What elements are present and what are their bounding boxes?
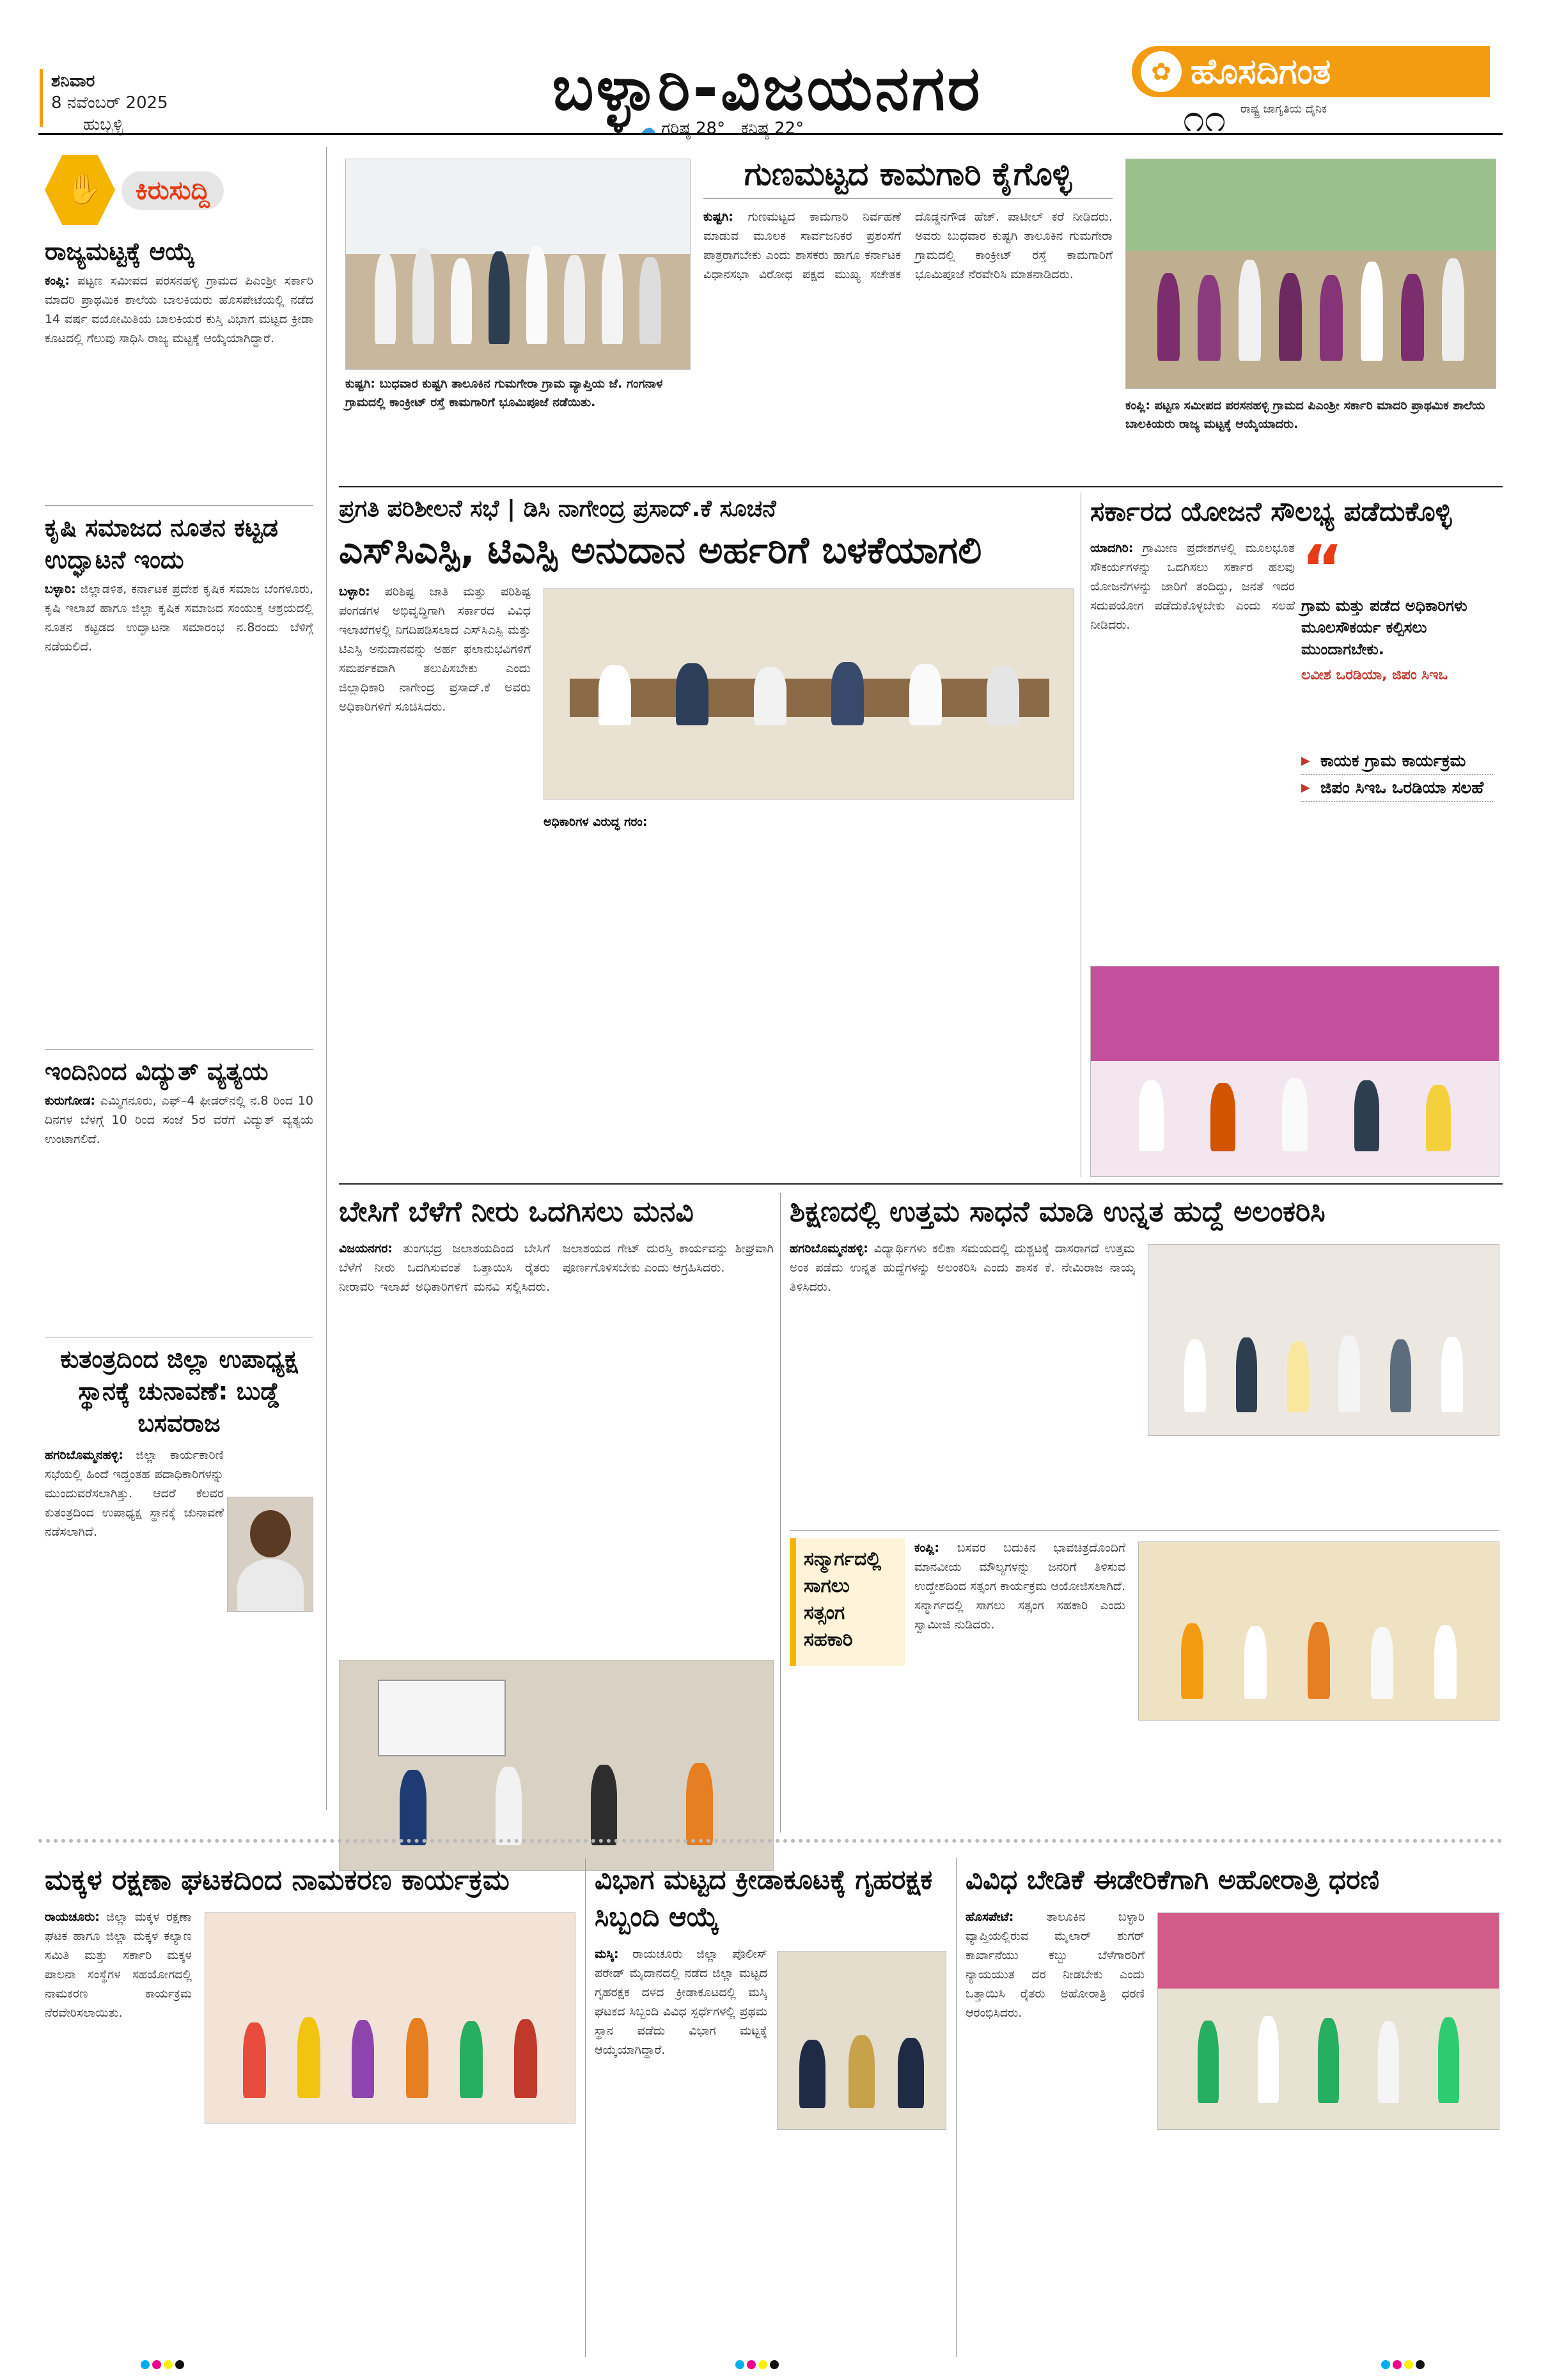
story-water xyxy=(339,1193,774,1648)
brief-headline: ಇಂದಿನಿಂದ ವಿದ್ಯುತ್ ವ್ಯತ್ಯಯ xyxy=(45,1057,269,1085)
kiru-suddi-label: ಕಿರುಸುದ್ದಿ xyxy=(121,171,224,210)
date-bar xyxy=(40,69,43,127)
masthead-date-text: 8 ನವೆಂಬರ್ 2025 xyxy=(51,93,168,113)
masthead xyxy=(0,0,1541,141)
story-satsang-body: ಕಂಪ್ಲಿ: ಬಸವರ ಬದುಕಿನ ಭಾವಚಿತ್ರದೊಂದಿಗೆ ಮಾನವೀಯ ಮೌಲ್ಯಗಳನ್ನು ಜನರಿಗೆ ತಿಳಿಸುವ ಉದ್ದೇಶದಿಂದ ಸತ್ಸಂಗ ಕಾರ್ಯಕ್ರಮ ಆಯೋಜಿಸಲಾಗಿದೆ. ಸನ್ಮಾರ್ಗದಲ್ಲಿ ಸಾಗಲು ಸತ್ಸಂಗ ಸಹಕಾರಿ ಎಂದು ಸ್ವಾಮೀಜಿ ನುಡಿದರು. xyxy=(914,1541,1125,1632)
story-education xyxy=(790,1193,1499,1294)
story-naming xyxy=(45,1861,575,2020)
photo-meeting xyxy=(544,588,1074,800)
photo-protest xyxy=(1157,1912,1499,2130)
masthead-date xyxy=(51,70,168,136)
story-body: ಕುಷ್ಟಗಿ: ಗುಣಮಟ್ಟದ ಕಾಮಗಾರಿ ನಿರ್ವಹಣೆ ಮಾಡುವ ಮೂಲಕ ಸಾರ್ವಜನಿಕರ ಪ್ರಶಂಸೆಗೆ ಪಾತ್ರರಾಗಬೇಕು ಎಂದು ಶಾಸಕರು ಹಾಗೂ ಕರ್ನಾಟಕ ವಿಧಾನಸಭಾ ವಿರೋಧ ಪಕ್ಷದ ಮುಖ್ಯ ಸಚೇತಕ ದೊಡ್ಡನಗೌಡ ಹೆಚ್. ಪಾಟೀಲ್ ಕರೆ ನೀಡಿದರು. ಅವರು ಬುಧವಾರ ಕುಷ್ಟಗಿ ತಾಲೂಕಿನ ಗುಮಗೇರಾ ಗ್ರಾಮದಲ್ಲಿ ಕಾಂಕ್ರೀಟ್ ರಸ್ತೆ ಕಾಮಗಾರಿಗೆ ಭೂಮಿಪೂಜೆ ನೆರವೇರಿಸಿ ಮಾತನಾಡಿದರು. xyxy=(703,210,1113,281)
photo-girls-team xyxy=(1125,159,1496,389)
registration-marks xyxy=(735,2360,786,2369)
cloud-icon: ☁ xyxy=(639,119,656,138)
story-headline: ಶಿಕ್ಷಣದಲ್ಲಿ ಉತ್ತಮ ಸಾಧನೆ ಮಾಡಿ ಉನ್ನತ ಹುದ್ದೆ ಅಲಂಕರಿಸಿ xyxy=(790,1195,1326,1228)
quote-text: ಗ್ರಾಮ ಮತ್ತು ಪಡೆದ ಅಧಿಕಾರಿಗಳು ಮೂಲಸೌಕರ್ಯ ಕಲ್ಪಿಸಲು ಮುಂದಾಗಬೇಕು. xyxy=(1301,597,1467,658)
story-headline: ಬೇಸಿಗೆ ಬೆಳೆಗೆ ನೀರು ಒದಗಿಸಲು ಮನವಿ xyxy=(339,1195,694,1228)
paper-name: ಹೊಸದಿಗಂತ xyxy=(1191,51,1331,91)
caption-bhoomipuje: ಕುಷ್ಟಗಿ: ಬುಧವಾರ ಕುಷ್ಟಗಿ ತಾಲೂಕಿನ ಗುಮಗೇರಾ ಗ್ರಾಮ ವ್ಯಾಪ್ತಿಯ ಜೆ. ಗಂಗನಾಳ ಗ್ರಾಮದಲ್ಲಿ ಕಾಂಕ್ರೀಟ್ ರಸ್ತೆ ಕಾಮಗಾರಿಗೆ ಭೂಮಿಪೂಜೆ ನಡೆಯಿತು. xyxy=(345,377,663,409)
story-subhead: ಅಧಿಕಾರಿಗಳ ವಿರುದ್ಧ ಗರಂ: xyxy=(544,815,648,829)
story-body: ವಿಜಯನಗರ: ತುಂಗಭದ್ರ ಜಲಾಶಯದಿಂದ ಬೇಸಿಗೆ ಬೆಳೆಗೆ ನೀರು ಒದಗಿಸುವಂತೆ ಒತ್ತಾಯಿಸಿ ರೈತರು ನೀರಾವರಿ ಇಲಾಖೆ ಅಧಿಕಾರಿಗಳಿಗೆ ಮನವಿ ಸಲ್ಲಿಸಿದರು. ಜಲಾಶಯದ ಗೇಟ್ ದುರಸ್ತಿ ಕಾರ್ಯವನ್ನು ಶೀಘ್ರವಾಗಿ ಪೂರ್ಣಗೊಳಿಸಬೇಕು ಎಂದು ಆಗ್ರಹಿಸಿದರು. xyxy=(339,1241,774,1294)
paper-tagline: ರಾಷ್ಟ್ರ ಜಾಗೃತಿಯ ದೈನಿಕ xyxy=(1240,102,1327,116)
photo-education xyxy=(1148,1244,1499,1436)
story-headline: ಎಸ್‌ಸಿಎಸ್ಪಿ, ಟಿಎಸ್ಪಿ ಅನುದಾನ ಅರ್ಹರಿಗೆ ಬಳಕೆಯಾಗಲಿ xyxy=(339,528,982,572)
portrait-photo xyxy=(227,1497,313,1612)
brief-body: ಬಳ್ಳಾರಿ: ಜಿಲ್ಲಾಡಳಿತ, ಕರ್ನಾಟಕ ಪ್ರದೇಶ ಕೃಷಿಕ ಸಮಾಜ ಬೆಂಗಳೂರು, ಕೃಷಿ ಇಲಾಖೆ ಹಾಗೂ ಜಿಲ್ಲಾ ಕೃಷಿಕ ಸಮಾಜದ ಸಂಯುಕ್ತ ಆಶ್ರಯದಲ್ಲಿ ನೂತನ ಕಟ್ಟಡದ ಉದ್ಘಾಟನಾ ಸಮಾರಂಭ ನ.8ರಂದು ಬೆಳಿಗ್ಗೆ ನಡೆಯಲಿದೆ. xyxy=(45,582,314,654)
masthead-city: ಹುಬ್ಬಳ್ಳಿ xyxy=(83,115,123,134)
brief-headline: ಕೃಷಿ ಸಮಾಜದ ನೂತನ ಕಟ್ಟಡ ಉದ್ಘಾಟನೆ ಇಂದು xyxy=(45,514,278,574)
story-protest xyxy=(966,1861,1499,2020)
story-body: ಹೊಸಪೇಟೆ: ತಾಲೂಕಿನ ಬಳ್ಳಾರಿ ವ್ಯಾಪ್ತಿಯಲ್ಲಿರುವ ಮೈಲಾರ್ ಶುಗರ್ ಕಾರ್ಖಾನೆಯು ಕಬ್ಬು ಬೆಳೆಗಾರರಿಗೆ ನ್ಯಾಯಯುತ ದರ ನೀಡಬೇಕು ಎಂದು ಒತ್ತಾಯಿಸಿ ರೈತರು ಅಹೋರಾತ್ರಿ ಧರಣಿ ಆರಂಭಿಸಿದರು. xyxy=(966,1910,1145,2020)
story-body: ಯಾದಗಿರಿ: ಗ್ರಾಮೀಣ ಪ್ರದೇಶಗಳಲ್ಲಿ ಮೂಲಭೂತ ಸೌಕರ್ಯಗಳನ್ನು ಒದಗಿಸಲು ಸರ್ಕಾರ ಹಲವು ಯೋಜನೆಗಳನ್ನು ಜಾರಿಗೆ ತಂದಿದ್ದು, ಜನತೆ ಇದರ ಸದುಪಯೋಗ ಪಡೆದುಕೊಳ್ಳಬೇಕು ಎಂದು ಸಲಹೆ ನೀಡಿದರು. xyxy=(1090,541,1295,632)
brief-body: ಹಗರಿಬೊಮ್ಮನಹಳ್ಳಿ: ಜಿಲ್ಲಾ ಕಾರ್ಯಕಾರಿಣಿ ಸಭೆಯಲ್ಲಿ ಹಿಂದೆ ಇದ್ದಂತಹ ಪದಾಧಿಕಾರಿಗಳನ್ನು ಮುಂದುವರೆಸಲಾಗಿತ್ತು. ಆದರೆ ಕೆಲವರ ಕುತಂತ್ರದಿಂದ ಉಪಾಧ್ಯಕ್ಷ ಸ್ಥಾನಕ್ಕೆ ಚುನಾವಣೆ ನಡೆಸಲಾಗಿದೆ. xyxy=(45,1448,224,1539)
story-body: ಮಸ್ಕಿ: ರಾಯಚೂರು ಜಿಲ್ಲಾ ಪೊಲೀಸ್ ಪರೇಡ್ ಮೈದಾನದಲ್ಲಿ ನಡೆದ ಜಿಲ್ಲಾ ಮಟ್ಟದ ಗೃಹರಕ್ಷಕ ದಳದ ಕ್ರೀಡಾಕೂಟದಲ್ಲಿ ಮಸ್ಕಿ ಘಟಕದ ಸಿಬ್ಬಂದಿ ವಿವಿಧ ಸ್ಪರ್ಧೆಗಳಲ್ಲಿ ಪ್ರಥಮ ಸ್ಥಾನ ಪಡೆದು ವಿಭಾಗ ಮಟ್ಟಕ್ಕೆ ಆಯ್ಕೆಯಾಗಿದ್ದಾರೆ. xyxy=(595,1947,767,2057)
weather-min: ಕನಿಷ್ಠ 22° xyxy=(740,119,804,138)
photo-scheme-event xyxy=(1090,966,1499,1177)
lamp-icon: ✿ xyxy=(1141,51,1182,92)
story-kicker: ಪ್ರಗತಿ ಪರಿಶೀಲನೆ ಸಭೆ | ಡಿಸಿ ನಾಗೇಂದ್ರ ಪ್ರಸಾದ್.ಕೆ ಸೂಚನೆ xyxy=(339,496,776,522)
paper-logo xyxy=(1132,46,1490,97)
story-headline: ವಿವಿಧ ಬೇಡಿಕೆ ಈಡೇರಿಕೆಗಾಗಿ ಅಹೋರಾತ್ರಿ ಧರಣಿ xyxy=(966,1864,1380,1895)
registration-marks xyxy=(1381,2360,1432,2369)
masthead-day: ಶನಿವಾರ xyxy=(51,72,95,91)
weather xyxy=(639,119,804,139)
photo-sports xyxy=(777,1951,946,2130)
pull-quote xyxy=(1301,532,1499,686)
story-sports xyxy=(595,1861,946,2057)
page-title: ಬಳ್ಳಾರಿ-ವಿಜಯನಗರ xyxy=(552,52,983,124)
key-point: ▶ ಜಿಪಂ ಸಿಇಒ ಒರಡಿಯಾ ಸಲಹೆ xyxy=(1301,775,1493,802)
photo-bhoomipuje xyxy=(345,159,691,370)
photo-satsang xyxy=(1138,1541,1499,1721)
story-headline: ಮಕ್ಕಳ ರಕ್ಷಣಾ ಘಟಕದಿಂದ ನಾಮಕರಣ ಕಾರ್ಯಕ್ರಮ xyxy=(45,1864,510,1896)
caption-girls-team: ಕಂಪ್ಲಿ: ಪಟ್ಟಣ ಸಮೀಪದ ಪರಸನಹಳ್ಳಿ ಗ್ರಾಮದ ಪಿಎಂಶ್ರೀ ಸರ್ಕಾರಿ ಮಾದರಿ ಪ್ರಾಥಮಿಕ ಶಾಲೆಯ ಬಾಲಕಿಯರು ರಾಜ್ಯ ಮಟ್ಟಕ್ಕೆ ಆಯ್ಕೆಯಾದರು. xyxy=(1125,398,1485,431)
story-body: ರಾಯಚೂರು: ಜಿಲ್ಲಾ ಮಕ್ಕಳ ರಕ್ಷಣಾ ಘಟಕ ಹಾಗೂ ಜಿಲ್ಲಾ ಮಕ್ಕಳ ಕಲ್ಯಾಣ ಸಮಿತಿ ಮತ್ತು ಸರ್ಕಾರಿ ಮಕ್ಕಳ ಪಾಲನಾ ಸಂಸ್ಥೆಗಳ ಸಹಯೋಗದಲ್ಲಿ ನಾಮಕರಣ ಕಾರ್ಯಕ್ರಮ ನೆರವೇರಿಸಲಾಯಿತು. xyxy=(45,1910,192,2020)
satsang-box xyxy=(790,1538,905,1666)
brief-headline: ರಾಜ್ಯಮಟ್ಟಕ್ಕೆ ಆಯ್ಕೆ xyxy=(45,237,195,265)
story-quality xyxy=(703,154,1113,501)
key-point: ▶ ಕಾಯಕ ಗ್ರಾಮ ಕಾರ್ಯಕ್ರಮ xyxy=(1301,748,1493,775)
story-body: ಹಗರಿಬೊಮ್ಮನಹಳ್ಳಿ: ವಿದ್ಯಾರ್ಥಿಗಳು ಕಲಿಕಾ ಸಮಯದಲ್ಲಿ ದುಶ್ಚಟಕ್ಕೆ ದಾಸರಾಗದೆ ಉತ್ತಮ ಅಂಕ ಪಡೆದು ಉನ್ನತ ಹುದ್ದೆಗಳನ್ನು ಅಲಂಕರಿಸಿ ಎಂದು ಶಾಸಕ ಕೆ. ನೇಮಿರಾಜ ನಾಯ್ಕ ತಿಳಿಸಿದರು. xyxy=(790,1241,1135,1294)
weather-max: ಗರಿಷ್ಠ 28° xyxy=(661,119,726,138)
story-headline: ಸರ್ಕಾರದ ಯೋಜನೆ ಸೌಲಭ್ಯ ಪಡೆದುಕೊಳ್ಳಿ xyxy=(1090,496,1452,527)
story-body-left: ಬಳ್ಳಾರಿ: ಪರಿಶಿಷ್ಟ ಜಾತಿ ಮತ್ತು ಪರಿಶಿಷ್ಟ ಪಂಗಡಗಳ ಅಭಿವೃದ್ಧಿಗಾಗಿ ಸರ್ಕಾರದ ವಿವಿಧ ಇಲಾಖೆಗಳಲ್ಲಿ ನಿಗದಿಪಡಿಸಲಾದ ಎಸ್‌ಸಿಎಸ್ಪಿ ಮತ್ತು ಟಿಎಸ್ಪಿ ಅನುದಾನವನ್ನು ಅರ್ಹ ಫಲಾನುಭವಿಗಳಿಗೆ ಸಮರ್ಪಕವಾಗಿ ತಲುಪಿಸಬೇಕು ಎಂದು ಜಿಲ್ಲಾಧಿಕಾರಿ ನಾಗೇಂದ್ರ ಪ್ರಸಾದ್.ಕೆ ಅವರು ಅಧಿಕಾರಿಗಳಿಗೆ ಸೂಚಿಸಿದರು. xyxy=(339,585,531,714)
story-headline: ಗುಣಮಟ್ಟದ ಕಾಮಗಾರಿ ಕೈಗೊಳ್ಳಿ xyxy=(744,155,1072,193)
kiru-suddi-badge xyxy=(45,155,275,225)
brief-2 xyxy=(45,512,313,656)
story-body-right xyxy=(544,812,1074,1170)
brief-1 xyxy=(45,235,313,348)
brief-body: ಕಂಪ್ಲಿ: ಪಟ್ಟಣ ಸಮೀಪದ ಪರಸನಹಳ್ಳಿ ಗ್ರಾಮದ ಪಿಎಂಶ್ರೀ ಸರ್ಕಾರಿ ಮಾದರಿ ಪ್ರಾಥಮಿಕ ಶಾಲೆಯ ಬಾಲಕಿಯರು ಹೊಸಪೇಟೆಯಲ್ಲಿ ನಡೆದ 14 ವರ್ಷ ವಯೋಮಿತಿಯ ಬಾಲಕಿಯರ ಕುಸ್ತಿ ವಿಭಾಗ ಮಟ್ಟದ ಕ್ರೀಡಾ ಕೂಟದಲ್ಲಿ ಗೆಲುವು ಸಾಧಿಸಿ ರಾಜ್ಯ ಮಟ್ಟಕ್ಕೆ ಆಯ್ಕೆಯಾಗಿದ್ದಾರೆ. xyxy=(45,274,313,345)
key-points xyxy=(1301,748,1493,802)
story-headline: ವಿಭಾಗ ಮಟ್ಟದ ಕ್ರೀಡಾಕೂಟಕ್ಕೆ ಗೃಹರಕ್ಷಕ ಸಿಬ್ಬಂದಿ ಆಯ್ಕೆ xyxy=(595,1864,933,1932)
quote-author: ಲವೀಶ ಒರಡಿಯಾ, ಜಿಪಂ ಸಿಇಒ xyxy=(1301,667,1448,683)
quote-mark-icon: “ xyxy=(1301,532,1343,606)
photo-naming xyxy=(205,1912,575,2124)
hand-icon xyxy=(45,155,115,225)
satsang-box-title: ಸನ್ಮಾರ್ಗದಲ್ಲಿ ಸಾಗಲು ಸತ್ಸಂಗ ಸಹಕಾರಿ xyxy=(804,1548,882,1651)
brief-body: ಕುರುಗೋಡ: ಎಮ್ಮಿಗನೂರು, ಎಫ್–4 ಫೀಡರ್‌ನಲ್ಲಿ ನ.8 ರಿಂದ 10 ದಿನಗಳ ಬೆಳಗ್ಗೆ 10 ರಿಂದ ಸಂಜೆ 5ರ ವರೆಗೆ ವಿದ್ಯುತ್ ವ್ಯತ್ಯಯ ಉಂಟಾಗಲಿದೆ. xyxy=(45,1094,313,1146)
story-scheme xyxy=(1090,493,1499,798)
page-number: ೧೧ xyxy=(1183,96,1226,141)
registration-marks xyxy=(141,2360,192,2369)
brief-3 xyxy=(45,1055,313,1149)
story-scst xyxy=(339,493,1074,829)
brief-headline: ಕುತಂತ್ರದಿಂದ ಜಿಲ್ಲಾ ಉಪಾಧ್ಯಕ್ಷ ಸ್ಥಾನಕ್ಕೆ ಚುನಾವಣೆ: ಬುಡ್ಡೆ ಬಸವರಾಜ xyxy=(60,1345,298,1437)
